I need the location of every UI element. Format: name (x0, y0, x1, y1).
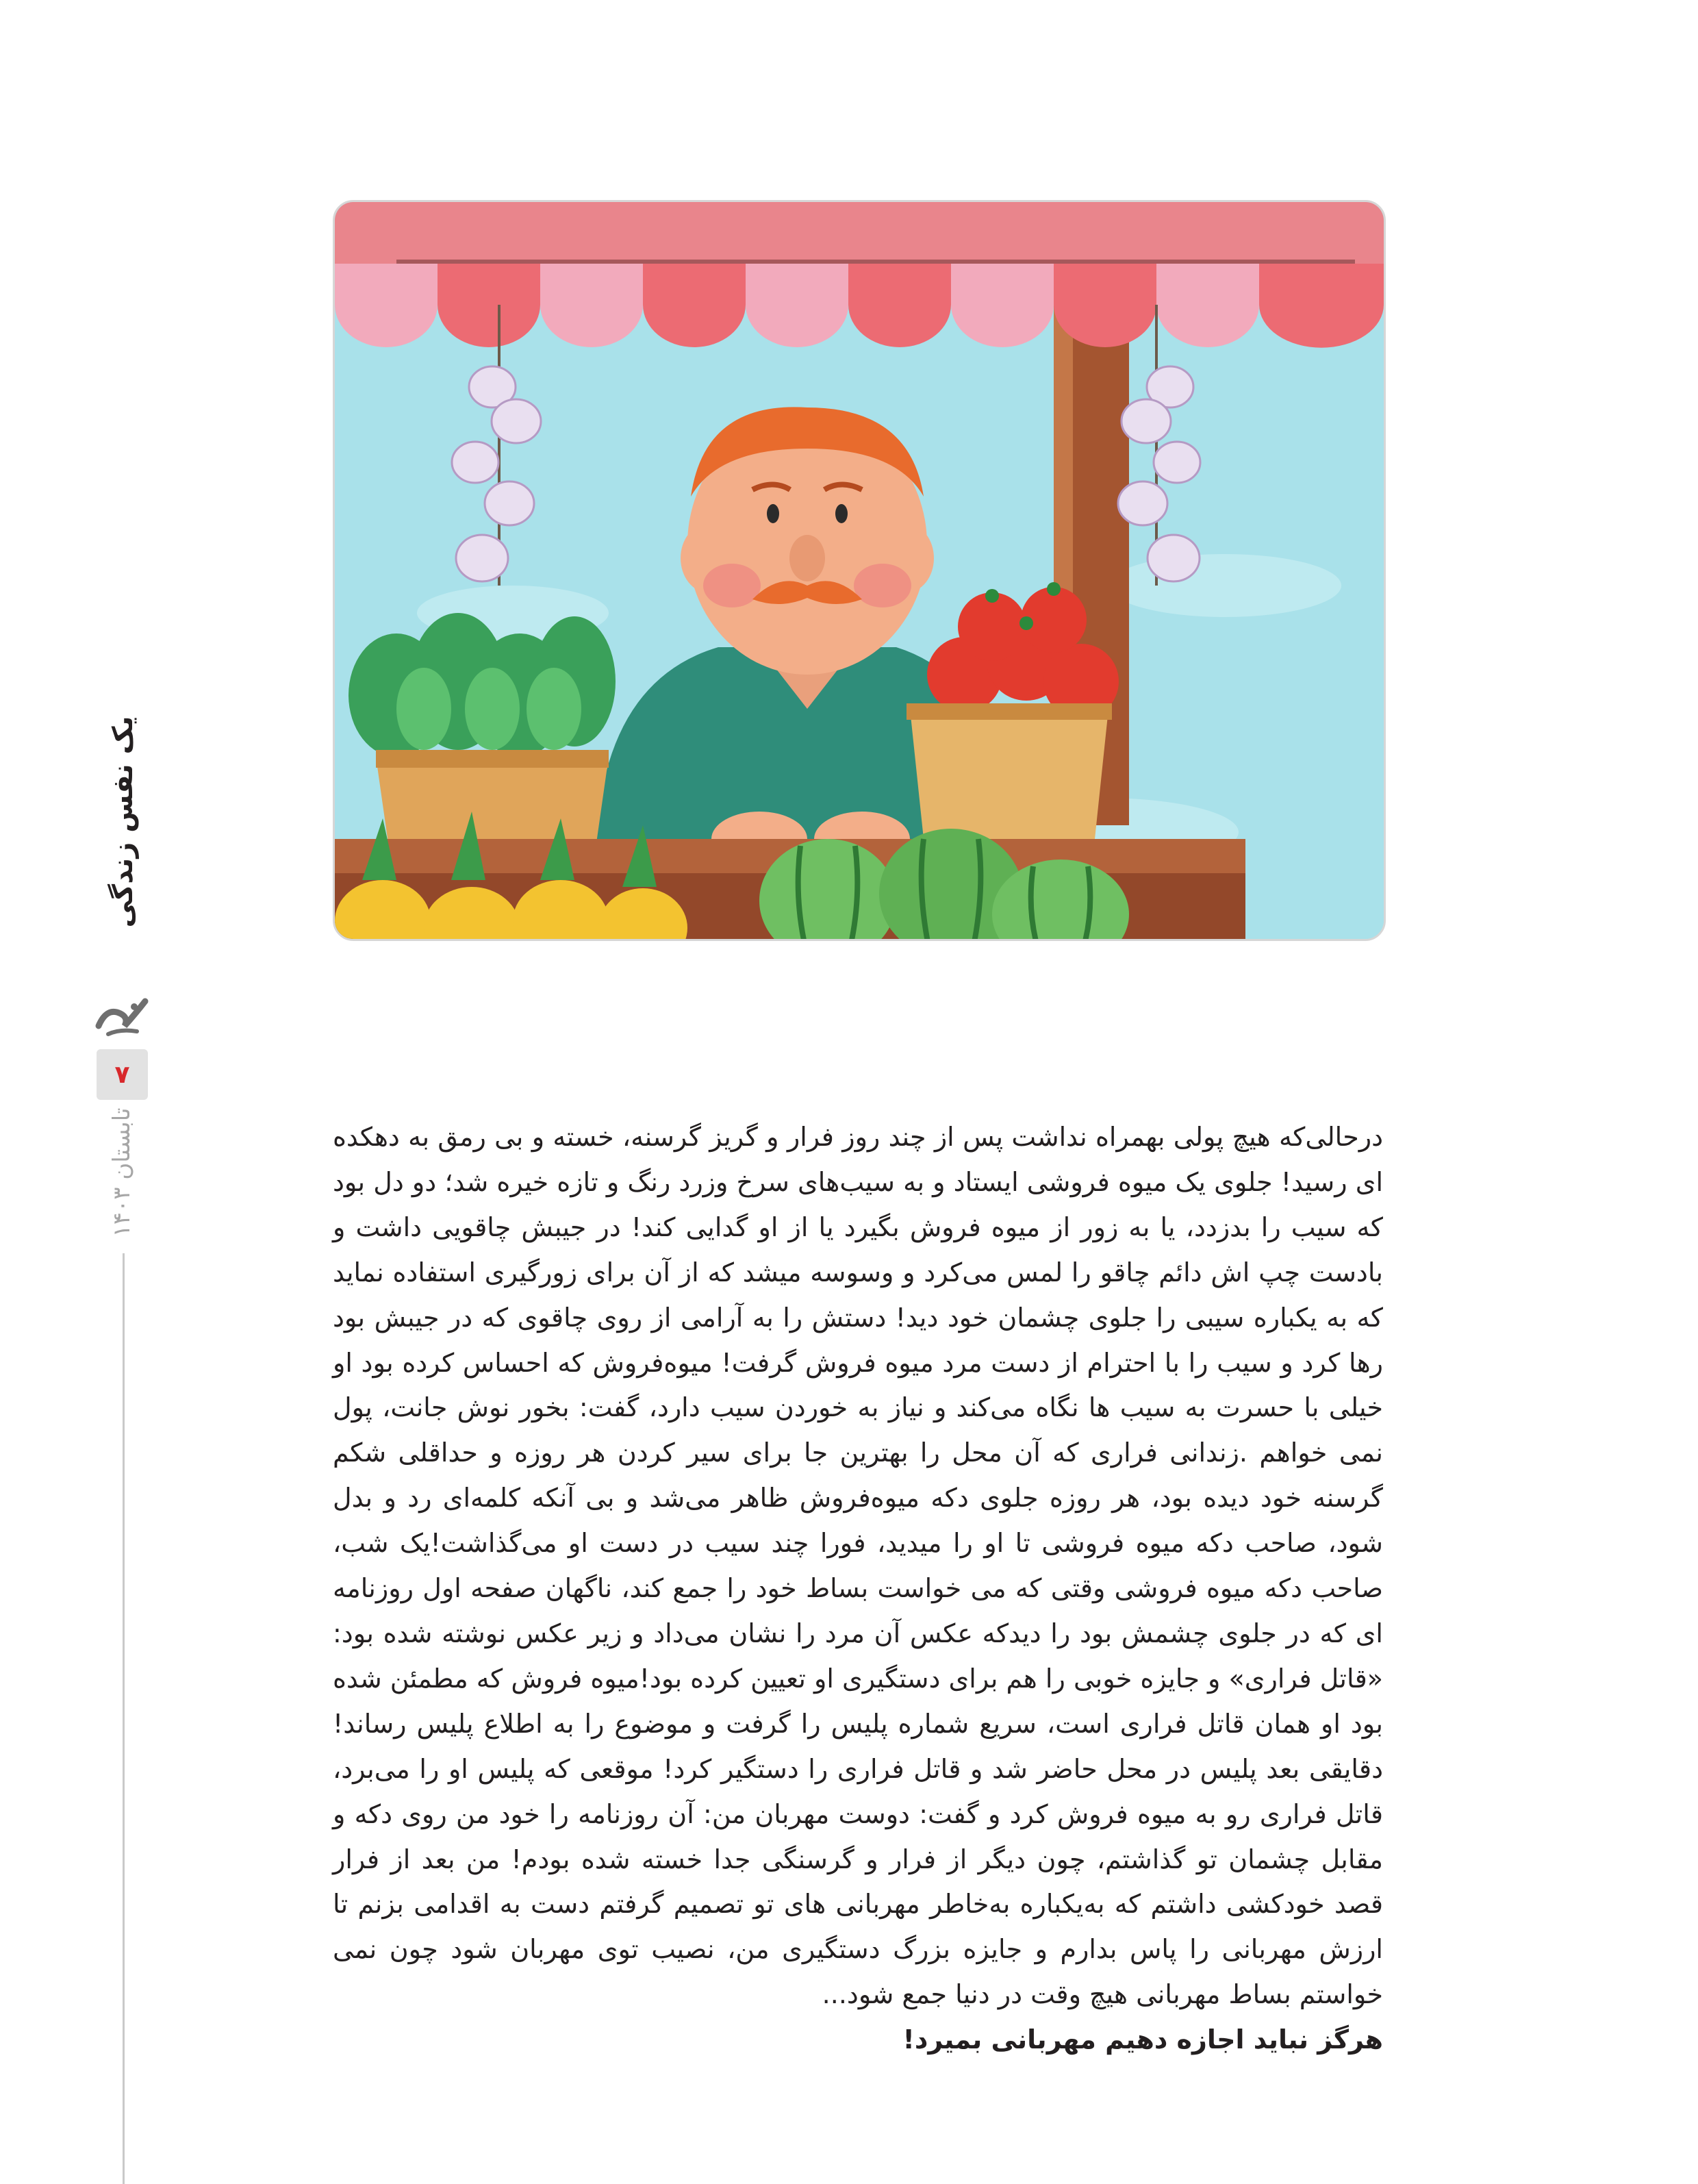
story-text (333, 1115, 1383, 2063)
page-number (97, 1049, 148, 1100)
story-moral: هرگز نباید اجازه دهیم مهربانی بمیرد! (902, 2024, 1383, 2055)
story-illustration (333, 200, 1386, 941)
section-title-text: یک نفس زندگی (107, 716, 139, 928)
story-body: درحالی‌که هیچ پولی بهمراه نداشت پس از چند روز فرار و گریز گرسنه، خسته و بی رمق به دهکده ای رسید! جلوی یک میوه فروشی ایستاد و به سیب‌های سرخ وزرد رنگ و تازه خیره شد؛ دو دل بود که سیب را بدزدد، یا به زور از میوه فروش بگیرد یا از او گدایی کند! در جیبش چاقویی داشت و بادست چپ اش دائم چاقو را لمس می‌کرد و وسوسه میشد که از آن برای زورگیری استفاده نماید که به یکباره سیبی را جلوی چشمان خود دید! دستش را به آرامی از روی چاقوی که در جیبش بود رها کرد و سیب را با احترام از دست مرد میوه فروش گرفت! میوه‌فروش که احساس کرده بود او خیلی با حسرت به سیب ها نگاه می‌کند و نیاز به خوردن سیب دارد، گفت: بخور نوش جانت، پول نمی خواهم .زندانی فراری که آن محل را بهترین جا برای سیر کردن هر روزه و حداقلی شکم گرسنه خود دیده بود، هر روزه جلوی دکه میوه‌فروش ظاهر می‌شد و بی آنکه کلمه‌ای رد و بدل شود، صاحب دکه میوه فروشی تا او را میدید، فورا چند سیب در دست او می‌گذاشت!یک شب، صاحب دکه میوه فروشی وقتی که می خواست بساط خود را جمع کند، ناگهان صفحه اول روزنامه ای که در جلوی چشمش بود را دیدکه عکس آن مرد را نشان می‌داد و زیر عکس نوشته شده بود: «قاتل فراری» و جایزه خوبی را هم برای دستگیری او تعیین کرده بود!میوه فروش که مطمئن شده بود او همان قاتل فراری است، سریع شماره پلیس را گرفت و موضوع را به اطلاع پلیس رساند!دقایقی بعد پلیس در محل حاضر شد و قاتل فراری را دستگیر کرد! موقعی که پلیس او را می‌برد، قاتل فراری رو به میوه فروش کرد و گفت: دوست مهربان من: آن روزنامه را خود من روی دکه و مقابل چشمان تو گذاشتم، چون دیگر از فرار و گرسنگی جدا خسته شده بودم! من بعد از فرار قصد خودکشی داشتم که به‌یکباره به‌خاطر مهربانی‌ های تو تصمیم گرفتم دست به اقدامی بزنم تا ارزش مهربانی را پاس بدارم و جایزه بزرگ دستگیری من، نصیب توی مهربان شود چون نمی خواستم بساط مهربانی هیچ وقت در دنیا جمع شود... (333, 1122, 1383, 2010)
sidebar-divider (123, 1253, 125, 2184)
page-number-text: ۷ (114, 1060, 130, 1089)
issue-date-text: تابستان ۱۴۰۳ (108, 1107, 136, 1238)
fruit-vendor-illustration-icon (335, 202, 1384, 939)
hamdam-logo-icon (93, 986, 151, 1041)
